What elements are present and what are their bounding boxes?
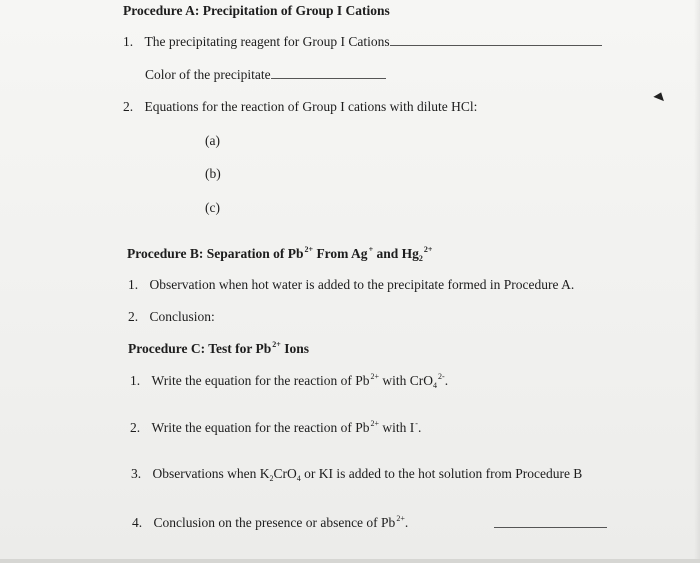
- item-text: Observation when hot water is added to the precipitate formed in Procedure A.: [149, 277, 575, 292]
- charge-superscript: 2+: [304, 245, 314, 254]
- item-text: Equations for the reaction of Group I cations with dilute HCl:: [144, 99, 478, 114]
- conclusion-answer-blank: [494, 527, 607, 528]
- item-number: 2.: [123, 99, 134, 114]
- charge-superscript: -: [415, 419, 418, 428]
- equation-a-label: (a): [205, 133, 220, 148]
- item-text: Conclusion on the presence or absence of Pb: [153, 515, 396, 530]
- procedure-c-item-2: [130, 420, 421, 438]
- item-text: Observations when K: [152, 466, 270, 481]
- subscript: 4: [433, 381, 438, 390]
- item-text: .: [404, 515, 409, 530]
- charge-superscript: 2-: [438, 372, 445, 381]
- item-text: CrO: [273, 466, 297, 481]
- item-text: with CrO: [379, 373, 434, 388]
- item-text: The precipitating reagent for Group I Cations: [144, 34, 390, 49]
- item-number: 1.: [128, 277, 139, 292]
- subscript: 4: [296, 474, 301, 483]
- charge-superscript: 2+: [370, 419, 380, 428]
- charge-superscript: +: [368, 245, 374, 254]
- item-number: 1.: [130, 373, 141, 388]
- title-text: and Hg: [373, 246, 419, 261]
- page-shadow-right: [694, 0, 700, 563]
- title-text: Ions: [280, 341, 309, 356]
- item-number: 2.: [128, 309, 139, 324]
- procedure-b-item-2: [128, 309, 215, 325]
- item-number: 1.: [123, 34, 134, 49]
- procedure-c-item-1: [130, 373, 448, 391]
- item-text: with I: [379, 420, 415, 435]
- equation-b-label: (b): [205, 166, 221, 181]
- title-text: Procedure C: Test for Pb: [128, 341, 272, 356]
- answer-blank: [271, 67, 386, 79]
- procedure-b-title: [127, 246, 432, 264]
- item-text: Color of the precipitate: [145, 67, 271, 82]
- item-number: 2.: [130, 420, 141, 435]
- procedure-c-item-4: [132, 515, 408, 533]
- item-text: Write the equation for the reaction of Pb: [151, 373, 370, 388]
- procedure-c-title: [128, 341, 309, 359]
- item-text: .: [417, 420, 422, 435]
- item-number: 4.: [132, 515, 143, 530]
- item-text: Write the equation for the reaction of Pb: [151, 420, 370, 435]
- procedure-a-title: Procedure A: Precipitation of Group I Cations: [123, 3, 390, 18]
- item-text: Conclusion:: [149, 309, 215, 324]
- item-text: .: [444, 373, 449, 388]
- procedure-a-item-1: [123, 34, 602, 50]
- charge-superscript: 2+: [423, 245, 433, 254]
- equation-c-label: (c): [205, 200, 220, 215]
- procedure-c-item-3: [131, 466, 582, 484]
- procedure-b-item-1: [128, 277, 574, 293]
- charge-superscript: 2+: [396, 514, 405, 523]
- answer-blank: [390, 34, 602, 46]
- page-edge-bottom: [0, 559, 700, 563]
- procedure-a-item-2: [123, 99, 477, 115]
- item-number: 3.: [131, 466, 142, 481]
- charge-superscript: 2+: [370, 372, 380, 381]
- color-of-precipitate: [145, 67, 386, 83]
- subscript: 2: [418, 254, 423, 263]
- title-text: Procedure B: Separation of Pb: [127, 246, 304, 261]
- title-text: From Ag: [313, 246, 368, 261]
- charge-superscript: 2+: [272, 340, 281, 349]
- subscript: 2: [269, 474, 274, 483]
- item-text: or KI is added to the hot solution from Procedure B: [300, 466, 583, 481]
